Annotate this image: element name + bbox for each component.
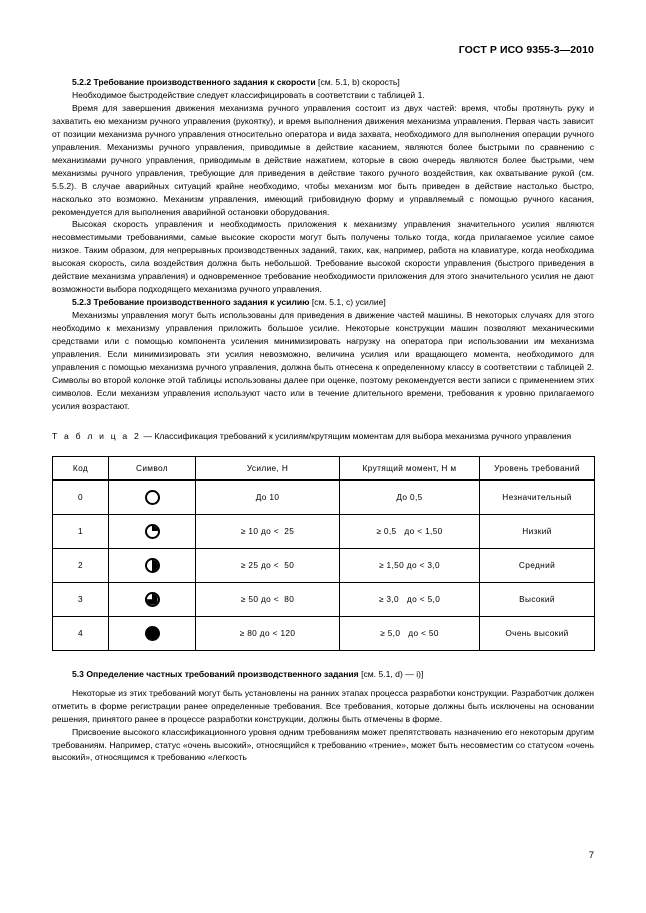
cell-force: ≥ 50 до < 80: [196, 582, 340, 616]
pie-half-icon: [145, 558, 160, 573]
cell-symbol: [109, 480, 196, 515]
heading-5-2-2-reference: [см. 5.1, b) скорость]: [315, 77, 400, 87]
cell-symbol: [109, 616, 196, 650]
heading-5-3-reference: [см. 5.1, d) — i)]: [358, 668, 424, 679]
paragraph-5-2-2-3: Высокая скорость управления и необходимость приложения к механизму управления значительного усилия являются несовместимыми требованиями, самые высокие скорости могут быть получены только тогда, когда прилагаемое усилие самое низкое. Таким образом, для непрерывных производственных заданий, таких, как, например, работа на клавиатуре, когда необходима высокая скорость, сила воздействия должна быть небольшой. Требование высокой скорости управления (быстрого приведения в действие механизма управления) и одновременное требование необходимости приложения для этого значительного усилия не дают возможности выбора подходящего механизма ручного управления.: [52, 219, 594, 295]
table-header-force: Усилие, Н: [196, 456, 340, 480]
cell-torque: ≥ 3,0 до < 5,0: [340, 582, 480, 616]
table-header-level: Уровень требований: [480, 456, 595, 480]
cell-level: Незначительный: [480, 480, 595, 515]
cell-force: ≥ 80 до < 120: [196, 616, 340, 650]
cell-force: ≥ 25 до < 50: [196, 548, 340, 582]
table-2-caption-label: Т а б л и ц а 2: [52, 430, 141, 441]
cell-symbol: [109, 514, 196, 548]
symbol-wrapper: [109, 515, 195, 548]
table-header-code: Код: [53, 456, 109, 480]
heading-5-3-title: 5.3 Определение частных требований производственного задания: [72, 668, 359, 679]
cell-level: Высокий: [480, 582, 595, 616]
table-2-caption-text: — Классификация требований к усилиям/крутящим моментам для выбора механизма ручного управления: [140, 430, 572, 441]
paragraph-5-2-3-1: Механизмы управления могут быть использованы для приведения в движение частей машины. В некоторых случаях для этого необходимо к механизму управления приложить большое усилие. Некоторые конструкции машин позволяют механическими средствами или с помощью компонента усиления минимизировать нагрузку на оператора при использовании им механизма управления. Если минимизировать эти усилия невозможно, величина усилия или вращающего момента, необходимого для управления с помощью механизма ручного управления, должна быть отнесена к определенному классу в соответствии с таблицей 2. Символы во второй колонке этой таблицы использованы далее при оценке, поэтому рекомендуется вести записи с применением этих символов. Если механизм управления используют часто или в течение длительного времени, требования к уровню прилагаемого усилия возрастают.: [52, 310, 594, 411]
pie-full-icon: [145, 626, 160, 641]
cell-torque: ≥ 0,5 до < 1,50: [340, 514, 480, 548]
cell-code: 2: [53, 548, 109, 582]
pie-three-quarter-icon: [145, 592, 160, 607]
pie-empty-icon: [145, 490, 160, 505]
table-2-caption: [52, 430, 594, 443]
paragraph-5-3-2: Присвоение высокого классификационного уровня одним требованиям может препятствовать назначению его некоторым другим требованиям. Например, статус «очень высокий», относящийся к требованию «трение», может быть несовместим со статусом «очень высокий», относящимся к требованию «легкость: [52, 726, 594, 763]
cell-symbol: [109, 582, 196, 616]
symbol-wrapper: [109, 617, 195, 650]
cell-torque: ≥ 5,0 до < 50: [340, 616, 480, 650]
table-2-head: [53, 456, 595, 480]
cell-level: Средний: [480, 548, 595, 582]
heading-5-2-3: [52, 296, 594, 309]
cell-level: Низкий: [480, 514, 595, 548]
cell-level: Очень высокий: [480, 616, 595, 650]
symbol-wrapper: [109, 583, 195, 616]
pie-quarter-icon: [145, 524, 160, 539]
heading-5-2-2: [52, 76, 594, 89]
cell-force: ≥ 10 до < 25: [196, 514, 340, 548]
table-header-symbol: Символ: [109, 456, 196, 480]
paragraph-5-2-2-1: Необходимое быстродействие следует классифицировать в соответствии с таблицей 1.: [72, 89, 425, 100]
table-2-force-torque-classification: [52, 456, 595, 651]
table-row: [53, 548, 595, 582]
heading-5-2-3-title: 5.2.3 Требование производственного задания к усилию: [72, 297, 310, 308]
cell-code: 0: [53, 480, 109, 515]
table-header-row: [53, 456, 595, 480]
heading-5-3: [52, 668, 594, 681]
paragraph-5-2-2-2: Время для завершения движения механизма ручного управления состоит из двух частей: время, чтобы протянуть руку и захватить ею механизм ручного управления (рукоятку), и время выполнения движения механизма управления. Первая часть зависит от позиции механизма ручного управления относительно оператора и вида захвата, необходимого для выполнения операции ручного управления. Механизмы ручного управления, приводимые в действие касанием, являются более быстрыми по сравнению с механизмами ручного управления, приводимым в действие нажатием, которые в свою очередь являются более быстрыми, чем механизмы ручного управления, требующие для приведения в действие такого ручного воздействия, как охватывание рукой (см. 5.5.2). В случае аварийных ситуаций крайне необходимо, чтобы механизм мог быть приведен в действие настолько быстро, насколько это возможно. Механизм управления, имеющий грибовидную форму и управляемый с помощью ручного касания, рекомендуется для выполнения аварийной остановки оборудования.: [52, 102, 594, 217]
paragraph-5-3-1: Некоторые из этих требований могут быть установлены на ранних этапах процесса разработки конструкции. Разработчик должен отметить в форме регистрации ранее определенные требования. Все требования, которые должны быть исключены на основании решения, принятого ранее в процессе разработки конструкции, должны быть отмечены в форме.: [52, 687, 594, 724]
cell-code: 1: [53, 514, 109, 548]
heading-5-2-3-reference: [см. 5.1, c) усилие]: [309, 297, 386, 308]
cell-force: До 10: [196, 480, 340, 515]
cell-code: 4: [53, 616, 109, 650]
symbol-wrapper: [109, 481, 195, 514]
table-header-torque: Крутящий момент, Н м: [340, 456, 480, 480]
cell-code: 3: [53, 582, 109, 616]
table-2-body: [53, 480, 595, 651]
symbol-wrapper: [109, 549, 195, 582]
page-content: [52, 76, 594, 764]
cell-torque: До 0,5: [340, 480, 480, 515]
table-row: [53, 514, 595, 548]
document-header-standard-number: ГОСТ Р ИСО 9355-3—2010: [458, 44, 594, 56]
spacer-after-table: [52, 651, 594, 668]
table-row: [53, 616, 595, 650]
cell-torque: ≥ 1,50 до < 3,0: [340, 548, 480, 582]
table-row: [53, 480, 595, 515]
cell-symbol: [109, 548, 196, 582]
heading-5-2-2-title: 5.2.2 Требование производственного задания к скорости: [72, 77, 316, 87]
page-number: 7: [588, 850, 594, 861]
spacer-before-table-caption: [52, 413, 594, 430]
table-row: [53, 582, 595, 616]
